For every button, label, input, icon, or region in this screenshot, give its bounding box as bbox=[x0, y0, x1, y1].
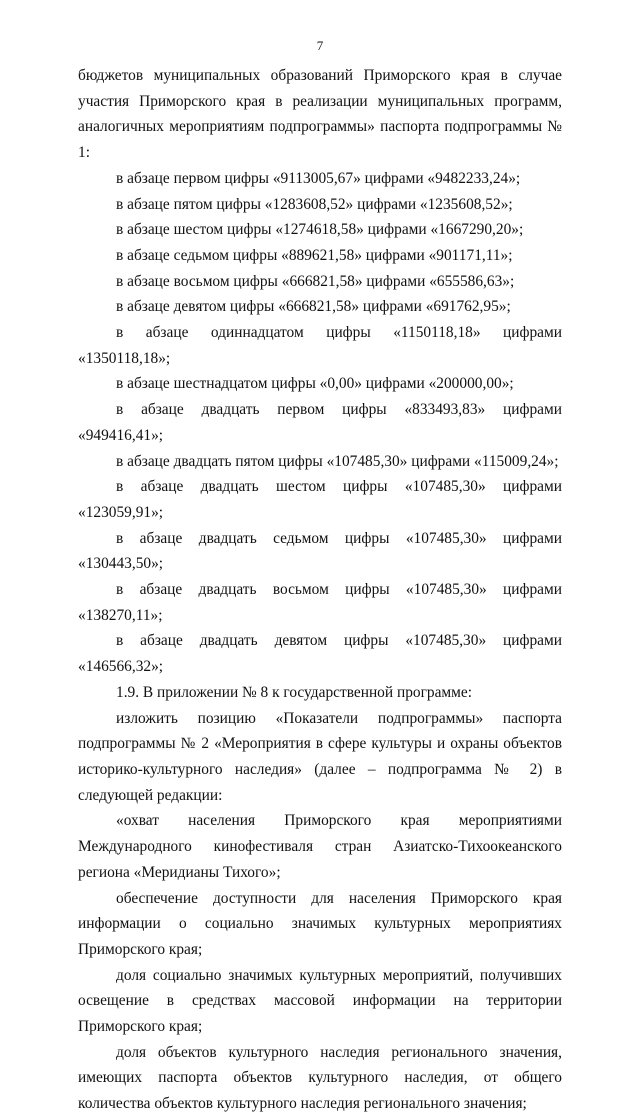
list-item-amendment: в абзаце шестом цифры «1274618,58» цифрами «1667290,20»; bbox=[116, 221, 524, 239]
page-number: 7 bbox=[316, 38, 324, 53]
list-item-amendment: в абзаце седьмом цифры «889621,58» цифрами «901171,11»; bbox=[116, 246, 513, 264]
list-item-amendment: в абзаце двадцать седьмом цифры «107485,30» цифрами «130443,50»; bbox=[78, 529, 562, 573]
list-item-amendment: в абзаце двадцать пятом цифры «107485,30» цифрами «115009,24»; bbox=[116, 452, 559, 470]
list-item-amendment: в абзаце шестнадцатом цифры «0,00» цифрами «200000,00»; bbox=[116, 375, 514, 393]
paragraph-indicator: обеспечение доступности для населения Приморского края информации о социально значимых культурных мероприятиях Приморского края; bbox=[78, 889, 562, 958]
section-heading: 1.9. В приложении № 8 к государственной программе: bbox=[116, 683, 473, 701]
paragraph-indicator: «охват населения Приморского края мероприятиями Международного кинофестиваля стран Азиатско-Тихоокеанского региона «Меридианы Тихого»; bbox=[78, 812, 562, 881]
list-item-amendment: в абзаце двадцать восьмом цифры «107485,30» цифрами «138270,11»; bbox=[78, 581, 562, 624]
paragraph-indicator: доля социально значимых культурных мероприятий, получивших освещение в средствах массовой информации на территории Приморского края; bbox=[78, 966, 562, 1036]
paragraph-instruction: изложить позицию «Показатели подпрограммы» паспорта подпрограммы № 2 «Мероприятия в сфере культуры и охраны объектов историко-культурного наследия» (далее – подпрограмма № 2) в следующей редакции: bbox=[78, 709, 562, 804]
list-item-amendment: в абзаце двадцать первом цифры «833493,83» цифрами «949416,41»; bbox=[78, 401, 562, 444]
list-item-amendment: в абзаце одиннадцатом цифры «1150118,18» цифрами «1350118,18»; bbox=[78, 324, 562, 367]
list-item-amendment: в абзаце девятом цифры «666821,58» цифрами «691762,95»; bbox=[116, 298, 511, 316]
paragraph-indicator: доля объектов культурного наследия регионального значения, имеющих паспорта объектов культурного наследия, от общего количества объектов культурного наследия регионального значения; bbox=[78, 1043, 562, 1113]
list-item-amendment: в абзаце двадцать девятом цифры «107485,30» цифрами «146566,32»; bbox=[78, 632, 562, 676]
list-item-amendment: в абзаце первом цифры «9113005,67» цифрами «9482233,24»; bbox=[116, 169, 521, 187]
list-item-amendment: в абзаце двадцать шестом цифры «107485,30» цифрами «123059,91»; bbox=[78, 478, 562, 521]
list-item-amendment: в абзаце пятом цифры «1283608,52» цифрами «1235608,52»; bbox=[116, 195, 513, 213]
list-item-amendment: в абзаце восьмом цифры «666821,58» цифрами «655586,63»; bbox=[116, 272, 515, 290]
document-body bbox=[78, 63, 562, 1117]
paragraph-budget-continuation: бюджетов муниципальных образований Приморского края в случае участия Приморского края в реализации муниципальных программ, аналогичных мероприятиям подпрограммы» паспорта подпрограммы № 1: bbox=[78, 67, 562, 162]
